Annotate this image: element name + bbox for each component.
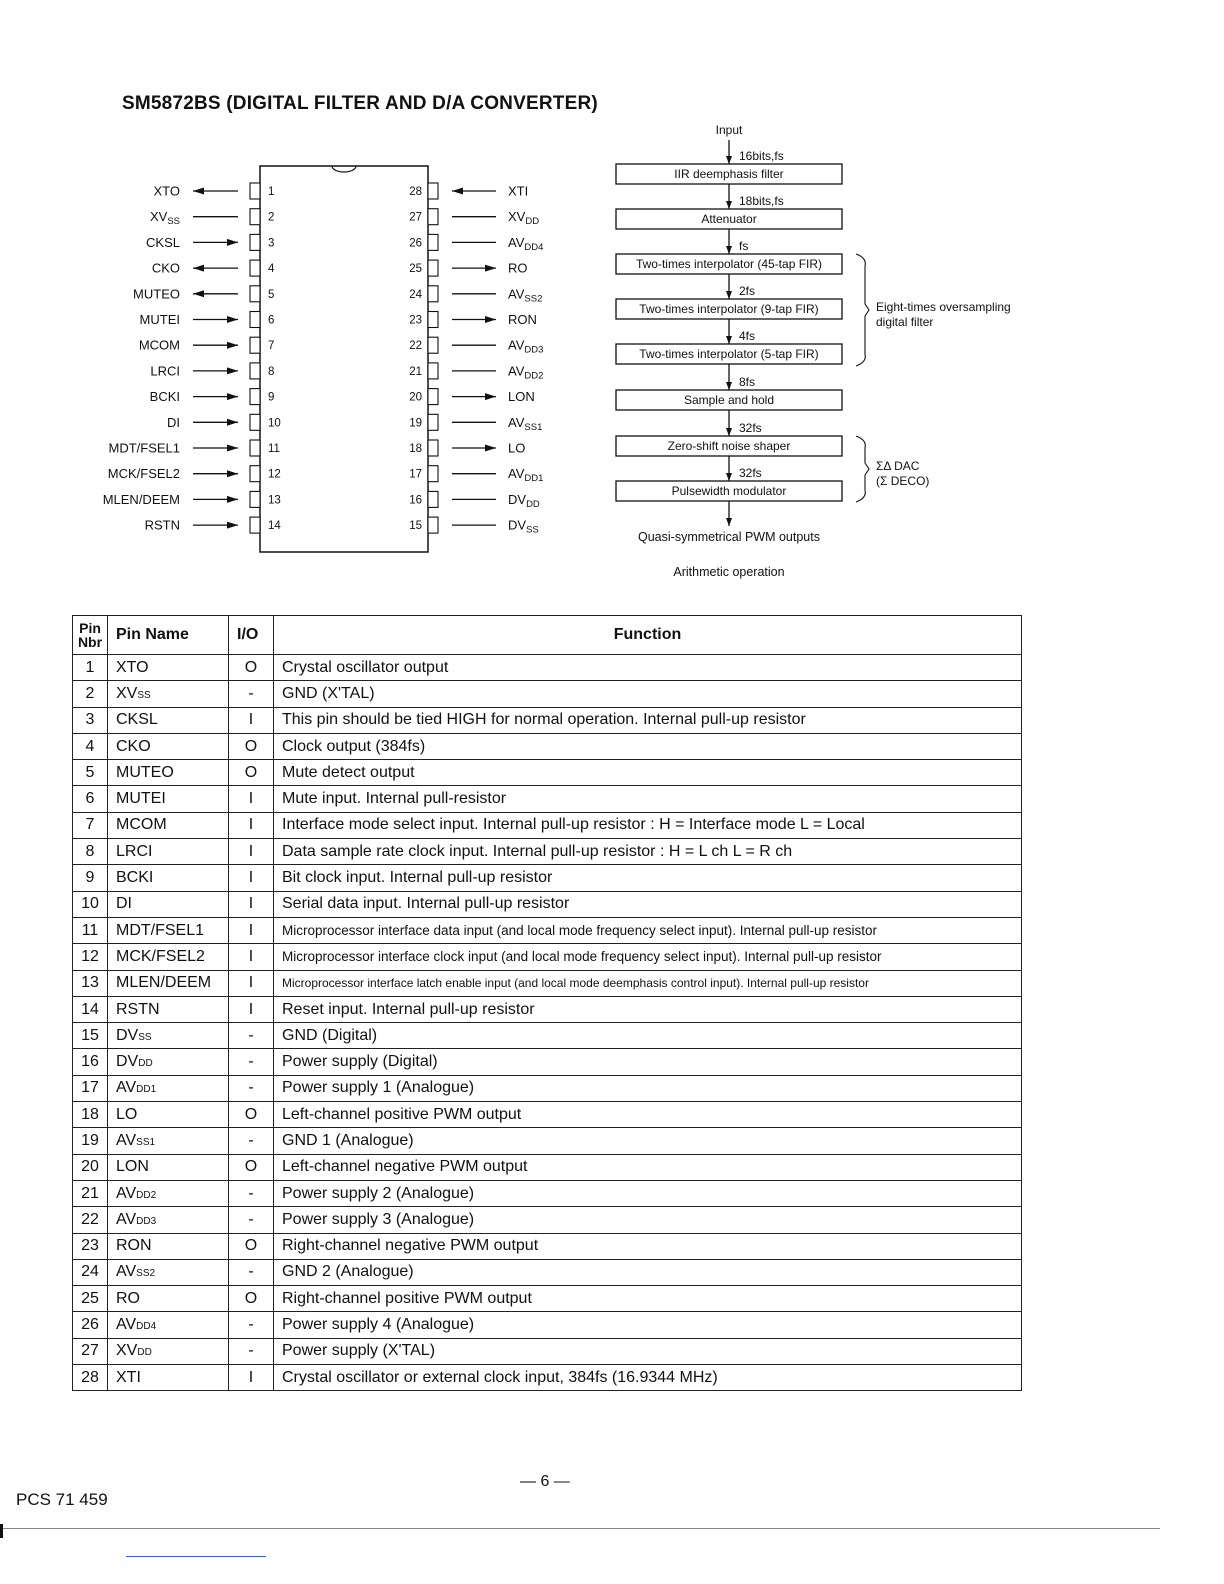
io-cell: I bbox=[229, 812, 274, 838]
io-cell: I bbox=[229, 891, 274, 917]
pin-number-cell: 20 bbox=[73, 1154, 108, 1180]
io-cell: - bbox=[229, 1128, 274, 1154]
pin-number-cell: 19 bbox=[73, 1128, 108, 1154]
svg-text:24: 24 bbox=[409, 288, 422, 301]
function-cell: GND (X'TAL) bbox=[274, 681, 1022, 707]
pin-name-cell: MLEN/DEEM bbox=[108, 970, 229, 996]
function-cell: GND 2 (Analogue) bbox=[274, 1259, 1022, 1285]
pin-number-cell: 25 bbox=[73, 1286, 108, 1312]
pin-number-cell: 16 bbox=[73, 1049, 108, 1075]
pin-name-cell: DI bbox=[108, 891, 229, 917]
function-cell: Right-channel positive PWM output bbox=[274, 1286, 1022, 1312]
table-row bbox=[73, 1102, 1022, 1128]
document-code: PCS 71 459 bbox=[16, 1490, 108, 1509]
pin-number-cell: 24 bbox=[73, 1259, 108, 1285]
svg-text:MLEN/DEEM: MLEN/DEEM bbox=[102, 491, 180, 507]
pin-4 bbox=[152, 260, 275, 276]
pin-number-cell: 9 bbox=[73, 865, 108, 891]
svg-text:RSTN: RSTN bbox=[144, 517, 180, 533]
io-cell: - bbox=[229, 1180, 274, 1206]
ic-pinout-diagram bbox=[80, 150, 560, 560]
svg-text:14: 14 bbox=[268, 520, 281, 533]
function-cell: This pin should be tied HIGH for normal operation. Internal pull-up resistor bbox=[274, 707, 1022, 733]
pin-22 bbox=[409, 337, 543, 356]
table-header-row bbox=[73, 616, 1022, 655]
pin-number-cell: 4 bbox=[73, 733, 108, 759]
pin-number-cell: 5 bbox=[73, 760, 108, 786]
svg-text:10: 10 bbox=[268, 417, 281, 430]
table-row bbox=[73, 760, 1022, 786]
io-cell: O bbox=[229, 1154, 274, 1180]
pin-number-cell: 7 bbox=[73, 812, 108, 838]
pin-number-cell: 10 bbox=[73, 891, 108, 917]
pin-number-cell: 21 bbox=[73, 1180, 108, 1206]
blue-underline bbox=[126, 1556, 266, 1557]
pin-name-cell: MCOM bbox=[108, 812, 229, 838]
rate-label: 8fs bbox=[739, 375, 756, 389]
pin-9 bbox=[150, 389, 275, 405]
pin-7 bbox=[139, 337, 275, 353]
svg-text:DI: DI bbox=[167, 414, 180, 430]
block-3 bbox=[616, 254, 842, 274]
block-8 bbox=[616, 481, 842, 501]
bottom-divider bbox=[0, 1528, 1160, 1529]
pin-20 bbox=[409, 389, 535, 405]
pin-name-cell: MDT/FSEL1 bbox=[108, 917, 229, 943]
pin-name-cell: RON bbox=[108, 1233, 229, 1259]
pin-name-cell: MUTEI bbox=[108, 786, 229, 812]
io-cell: O bbox=[229, 1102, 274, 1128]
pin-number-cell: 22 bbox=[73, 1207, 108, 1233]
io-cell: O bbox=[229, 1233, 274, 1259]
svg-text:RO: RO bbox=[508, 260, 528, 276]
pin-number-cell: 14 bbox=[73, 996, 108, 1022]
pin-name-cell: LRCI bbox=[108, 839, 229, 865]
svg-text:18: 18 bbox=[409, 443, 422, 455]
function-cell: Power supply (X'TAL) bbox=[274, 1338, 1022, 1364]
io-cell: I bbox=[229, 707, 274, 733]
svg-text:CKO: CKO bbox=[151, 260, 180, 276]
pin-name-cell: XTI bbox=[108, 1365, 229, 1391]
svg-text:13: 13 bbox=[268, 494, 281, 507]
pin-name-cell: BCKI bbox=[108, 865, 229, 891]
function-cell: Serial data input. Internal pull-up resistor bbox=[274, 891, 1022, 917]
svg-text:Pulsewidth modulator: Pulsewidth modulator bbox=[671, 484, 787, 498]
pin-number-cell: 1 bbox=[73, 655, 108, 681]
pin-number-cell: 27 bbox=[73, 1338, 108, 1364]
pin-number-cell: 18 bbox=[73, 1102, 108, 1128]
block-7 bbox=[616, 436, 842, 456]
pin-name-cell: DVSS bbox=[108, 1023, 229, 1049]
block-5 bbox=[616, 344, 842, 364]
io-cell: - bbox=[229, 1023, 274, 1049]
io-cell: - bbox=[229, 681, 274, 707]
function-cell: Data sample rate clock input. Internal pull-up resistor : H = L ch L = R ch bbox=[274, 839, 1022, 865]
pin-function-table bbox=[72, 615, 1022, 1391]
pin-number-cell: 6 bbox=[73, 786, 108, 812]
pin-13 bbox=[103, 491, 281, 507]
pin-number-cell: 11 bbox=[73, 917, 108, 943]
table-row bbox=[73, 1312, 1022, 1338]
margin-mark bbox=[0, 1524, 3, 1538]
svg-text:MCK/FSEL2: MCK/FSEL2 bbox=[107, 466, 180, 482]
header-io: I/O bbox=[229, 616, 274, 655]
function-cell: Power supply 1 (Analogue) bbox=[274, 1075, 1022, 1101]
svg-text:21: 21 bbox=[409, 365, 422, 378]
io-cell: I bbox=[229, 917, 274, 943]
svg-text:26: 26 bbox=[409, 237, 422, 250]
pin-name-cell: MUTEO bbox=[108, 760, 229, 786]
svg-text:3: 3 bbox=[268, 237, 275, 250]
io-cell: I bbox=[229, 1365, 274, 1391]
pin-number-cell: 2 bbox=[73, 681, 108, 707]
pin-number-cell: 23 bbox=[73, 1233, 108, 1259]
svg-text:28: 28 bbox=[409, 186, 422, 198]
svg-text:27: 27 bbox=[409, 211, 422, 224]
function-cell: Right-channel negative PWM output bbox=[274, 1233, 1022, 1259]
group-brace bbox=[856, 436, 869, 502]
pin-12 bbox=[108, 466, 281, 482]
pin-number-cell: 13 bbox=[73, 970, 108, 996]
function-cell: GND (Digital) bbox=[274, 1023, 1022, 1049]
rate-label: fs bbox=[739, 239, 749, 253]
header-function: Function bbox=[274, 616, 1022, 655]
pin-name-cell: XTO bbox=[108, 655, 229, 681]
svg-text:11: 11 bbox=[268, 443, 280, 455]
pin-19 bbox=[409, 414, 542, 433]
svg-text:Sample and hold: Sample and hold bbox=[683, 393, 775, 407]
function-cell: Bit clock input. Internal pull-up resistor bbox=[274, 865, 1022, 891]
svg-text:CKSL: CKSL bbox=[146, 234, 180, 250]
table-row bbox=[73, 1049, 1022, 1075]
io-cell: O bbox=[229, 1286, 274, 1312]
io-cell: I bbox=[229, 865, 274, 891]
svg-text:AVSS2: $AV_{SS2}$ bbox=[508, 286, 543, 305]
table-row bbox=[73, 865, 1022, 891]
pin-18 bbox=[409, 440, 525, 456]
svg-text:LON: LON bbox=[508, 389, 535, 405]
io-cell: - bbox=[229, 1207, 274, 1233]
dac-group-label: ΣΔ DAC bbox=[876, 459, 920, 473]
ic-package-outline bbox=[260, 166, 428, 552]
pin-2 bbox=[150, 209, 274, 228]
svg-text:AVDD2: $AV_{DD2}$ bbox=[508, 363, 544, 382]
svg-text:15: 15 bbox=[409, 520, 422, 533]
pin-16 bbox=[409, 491, 540, 510]
pin-15 bbox=[409, 517, 539, 536]
pin-name-cell: RO bbox=[108, 1286, 229, 1312]
rate-label: 32fs bbox=[739, 421, 762, 435]
pin-number-cell: 8 bbox=[73, 839, 108, 865]
pin-name-cell: AVDD1 bbox=[108, 1075, 229, 1101]
svg-text:BCKI: BCKI bbox=[149, 389, 180, 405]
svg-text:19: 19 bbox=[409, 417, 422, 430]
svg-text:9: 9 bbox=[268, 391, 275, 404]
svg-text:22: 22 bbox=[409, 340, 422, 353]
svg-text:1: 1 bbox=[268, 186, 275, 198]
arithmetic-caption: Arithmetic operation bbox=[673, 565, 785, 579]
svg-text:XVDD: $XV_{DD}$ bbox=[508, 209, 540, 228]
io-cell: I bbox=[229, 970, 274, 996]
svg-text:LRCI: LRCI bbox=[150, 363, 180, 379]
pin-name-cell: LON bbox=[108, 1154, 229, 1180]
pin-name-cell: DVDD bbox=[108, 1049, 229, 1075]
block-1 bbox=[616, 164, 842, 184]
pin-number-cell: 12 bbox=[73, 944, 108, 970]
svg-text:DVDD: $DV_{DD}$ bbox=[508, 491, 540, 510]
function-cell: Left-channel positive PWM output bbox=[274, 1102, 1022, 1128]
page-number: — 6 — bbox=[520, 1473, 570, 1490]
pin-name-cell: RSTN bbox=[108, 996, 229, 1022]
header-pin-nbr: Pin Nbr bbox=[73, 616, 108, 655]
io-cell: I bbox=[229, 944, 274, 970]
ic-body bbox=[260, 166, 428, 552]
svg-text:MDT/FSEL1: MDT/FSEL1 bbox=[108, 440, 180, 456]
io-cell: O bbox=[229, 733, 274, 759]
pin-number-cell: 26 bbox=[73, 1312, 108, 1338]
pin-name-cell: CKSL bbox=[108, 707, 229, 733]
function-cell: Crystal oscillator output bbox=[274, 655, 1022, 681]
svg-text:LO: LO bbox=[508, 440, 526, 456]
svg-text:AVDD3: $AV_{DD3}$ bbox=[508, 337, 544, 356]
svg-text:23: 23 bbox=[409, 314, 422, 327]
pin-1 bbox=[154, 183, 275, 199]
pin-6 bbox=[140, 312, 275, 328]
pin-name-cell: CKO bbox=[108, 733, 229, 759]
pin-name-cell: AVDD2 bbox=[108, 1180, 229, 1206]
table-row bbox=[73, 1365, 1022, 1391]
pin1-notch bbox=[332, 166, 356, 172]
svg-text:Zero-shift noise shaper: Zero-shift noise shaper bbox=[667, 439, 791, 453]
pin-8 bbox=[150, 363, 274, 379]
svg-text:IIR deemphasis filter: IIR deemphasis filter bbox=[674, 167, 784, 181]
table-row bbox=[73, 944, 1022, 970]
svg-text:4: 4 bbox=[268, 263, 275, 276]
table-row bbox=[73, 996, 1022, 1022]
io-cell: - bbox=[229, 1259, 274, 1285]
pin-27 bbox=[409, 209, 539, 228]
input-label: Input bbox=[715, 123, 743, 137]
svg-text:RON: RON bbox=[508, 312, 537, 327]
pin-name-cell: AVSS1 bbox=[108, 1128, 229, 1154]
svg-text:8: 8 bbox=[268, 365, 275, 378]
pin-number-cell: 3 bbox=[73, 707, 108, 733]
pin-26 bbox=[409, 234, 543, 253]
io-cell: - bbox=[229, 1338, 274, 1364]
pin-name-cell: XVSS bbox=[108, 681, 229, 707]
function-cell: Microprocessor interface latch enable input (and local mode deemphasis control input). Internal pull-up resistor bbox=[274, 970, 1022, 996]
svg-text:6: 6 bbox=[268, 314, 275, 327]
block-2 bbox=[616, 209, 842, 229]
pin-3 bbox=[146, 234, 274, 250]
table-row bbox=[73, 1207, 1022, 1233]
pin-10 bbox=[167, 414, 281, 430]
pin-name-cell: AVDD3 bbox=[108, 1207, 229, 1233]
table-row bbox=[73, 1259, 1022, 1285]
table-row bbox=[73, 1180, 1022, 1206]
table-row bbox=[73, 812, 1022, 838]
pin-28 bbox=[409, 183, 528, 199]
rate-label: 2fs bbox=[739, 284, 756, 298]
pwm-outputs-label: Quasi-symmetrical PWM outputs bbox=[638, 530, 820, 544]
table-row bbox=[73, 707, 1022, 733]
function-cell: Interface mode select input. Internal pull-up resistor : H = Interface mode L = Local bbox=[274, 812, 1022, 838]
table-row bbox=[73, 1286, 1022, 1312]
function-cell: Power supply 3 (Analogue) bbox=[274, 1207, 1022, 1233]
function-cell: Reset input. Internal pull-up resistor bbox=[274, 996, 1022, 1022]
rate-label: 4fs bbox=[739, 329, 756, 343]
svg-text:Two-times interpolator (9-tap: Two-times interpolator (9-tap FIR) bbox=[639, 302, 819, 316]
table-row bbox=[73, 970, 1022, 996]
io-cell: I bbox=[229, 996, 274, 1022]
table-row bbox=[73, 891, 1022, 917]
function-cell: Power supply (Digital) bbox=[274, 1049, 1022, 1075]
svg-text:AVDD1: $AV_{DD1}$ bbox=[508, 466, 544, 485]
table-row bbox=[73, 733, 1022, 759]
io-cell: - bbox=[229, 1312, 274, 1338]
pin-24 bbox=[409, 286, 542, 305]
svg-text:20: 20 bbox=[409, 391, 422, 404]
block-6 bbox=[616, 390, 842, 410]
io-cell: I bbox=[229, 839, 274, 865]
svg-text:XTI: XTI bbox=[508, 183, 529, 199]
function-cell: Power supply 4 (Analogue) bbox=[274, 1312, 1022, 1338]
pin-name-cell: LO bbox=[108, 1102, 229, 1128]
pin-name-cell: XVDD bbox=[108, 1338, 229, 1364]
pin-23 bbox=[409, 312, 537, 328]
pin-17 bbox=[409, 466, 543, 485]
oversampling-group-label: digital filter bbox=[876, 315, 934, 329]
svg-text:Two-times interpolator (45-tap: Two-times interpolator (45-tap FIR) bbox=[635, 257, 823, 271]
function-cell: Microprocessor interface data input (and local mode frequency select input). Internal pull-up resistor bbox=[274, 917, 1022, 943]
svg-text:7: 7 bbox=[268, 340, 275, 353]
pin-name-cell: AVSS2 bbox=[108, 1259, 229, 1285]
io-cell: I bbox=[229, 786, 274, 812]
table-row bbox=[73, 1338, 1022, 1364]
table-row bbox=[73, 1128, 1022, 1154]
io-cell: - bbox=[229, 1049, 274, 1075]
signal-flow-block-diagram bbox=[600, 118, 1070, 588]
svg-text:DVSS: $DV_{SS}$ bbox=[508, 517, 539, 536]
pin-number-cell: 15 bbox=[73, 1023, 108, 1049]
dac-group-label: (Σ DECO) bbox=[876, 474, 930, 488]
svg-text:2: 2 bbox=[268, 211, 275, 224]
pin-14 bbox=[145, 517, 282, 533]
io-cell: O bbox=[229, 655, 274, 681]
svg-text:AVDD4: $AV_{DD4}$ bbox=[508, 234, 544, 253]
svg-text:Attenuator: Attenuator bbox=[701, 212, 757, 226]
group-brace bbox=[856, 254, 869, 366]
table-row bbox=[73, 1075, 1022, 1101]
function-cell: Mute input. Internal pull-resistor bbox=[274, 786, 1022, 812]
pin-number-cell: 28 bbox=[73, 1365, 108, 1391]
block-4 bbox=[616, 299, 842, 319]
svg-text:XTO: XTO bbox=[153, 183, 180, 199]
svg-text:AVSS1: $AV_{SS1}$ bbox=[508, 414, 543, 433]
table-row bbox=[73, 1154, 1022, 1180]
pin-5 bbox=[133, 286, 274, 302]
function-cell: Mute detect output bbox=[274, 760, 1022, 786]
function-cell: Crystal oscillator or external clock input, 384fs (16.9344 MHz) bbox=[274, 1365, 1022, 1391]
svg-text:MUTEI: MUTEI bbox=[139, 312, 180, 327]
svg-text:XVSS: $XV_{SS}$ bbox=[149, 209, 180, 228]
svg-text:MUTEO: MUTEO bbox=[133, 286, 180, 302]
pin-11 bbox=[108, 440, 279, 456]
function-cell: Power supply 2 (Analogue) bbox=[274, 1180, 1022, 1206]
function-cell: GND 1 (Analogue) bbox=[274, 1128, 1022, 1154]
io-cell: - bbox=[229, 1075, 274, 1101]
function-cell: Left-channel negative PWM output bbox=[274, 1154, 1022, 1180]
pin-21 bbox=[409, 363, 543, 382]
header-pin-name: Pin Name bbox=[108, 616, 229, 655]
rate-label: 32fs bbox=[739, 466, 762, 480]
function-cell: Microprocessor interface clock input (and local mode frequency select input). Internal pull-up resistor bbox=[274, 944, 1022, 970]
table-row bbox=[73, 839, 1022, 865]
pin-number-cell: 17 bbox=[73, 1075, 108, 1101]
table-row bbox=[73, 1233, 1022, 1259]
pin-name-cell: MCK/FSEL2 bbox=[108, 944, 229, 970]
svg-text:17: 17 bbox=[409, 468, 422, 481]
page-title: SM5872BS (DIGITAL FILTER AND D/A CONVERTER) bbox=[122, 93, 598, 114]
rate-label: 18bits,fs bbox=[739, 194, 784, 208]
io-cell: O bbox=[229, 760, 274, 786]
pin-name-cell: AVDD4 bbox=[108, 1312, 229, 1338]
svg-text:Two-times interpolator (5-tap: Two-times interpolator (5-tap FIR) bbox=[639, 347, 819, 361]
svg-text:16: 16 bbox=[409, 494, 422, 507]
table-row bbox=[73, 917, 1022, 943]
pin-25 bbox=[409, 260, 527, 276]
rate-label: 16bits,fs bbox=[739, 149, 784, 163]
table-row bbox=[73, 1023, 1022, 1049]
svg-text:25: 25 bbox=[409, 263, 422, 276]
table-row bbox=[73, 681, 1022, 707]
svg-text:12: 12 bbox=[268, 468, 281, 481]
function-cell: Clock output (384fs) bbox=[274, 733, 1022, 759]
oversampling-group-label: Eight-times oversampling bbox=[876, 300, 1011, 314]
table-row bbox=[73, 786, 1022, 812]
svg-text:5: 5 bbox=[268, 288, 275, 301]
svg-text:MCOM: MCOM bbox=[138, 337, 180, 353]
table-row bbox=[73, 655, 1022, 681]
